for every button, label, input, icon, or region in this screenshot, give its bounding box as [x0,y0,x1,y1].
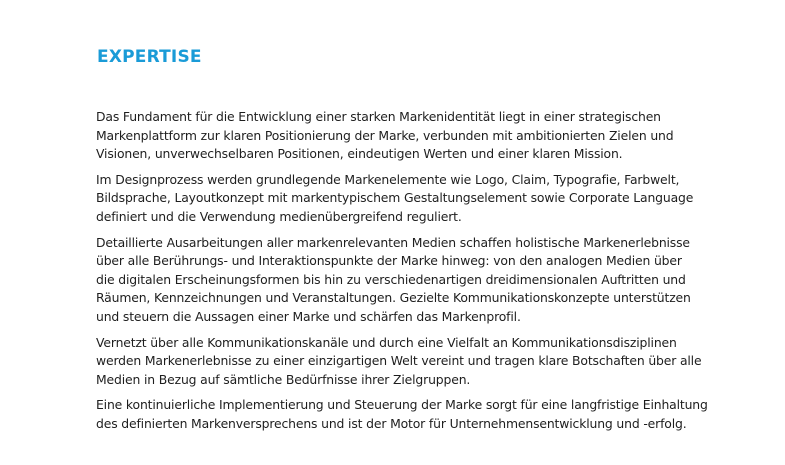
text-line: Bildsprache, Layoutkonzept mit markentypischem Gestaltungselement sowie Corporate Language [96,190,694,206]
text-line: Im Designprozess werden grundlegende Markenelemente wie Logo, Claim, Typografie, Farbwelt, [96,171,680,187]
text-line: werden Markenerlebnisse zu einer einzigartigen Welt vereint und tragen klare Botschaften über alle [96,353,702,369]
paragraph-foundation [96,108,736,164]
text-line: Das Fundament für die Entwicklung einer starken Markenidentität liegt in einer strategischen [96,109,661,124]
text-line: definiert und die Verwendung medienübergreifend reguliert. [96,208,462,224]
text-line: Detaillierte Ausarbeitungen aller markenrelevanten Medien schaffen holistische Markenerlebnisse [96,234,690,250]
text-line: Medien in Bezug auf sämtliche Bedürfnisse ihrer Zielgruppen. [96,371,471,387]
body-text [96,108,736,441]
paragraph-implementation [96,396,736,433]
text-line: des definierten Markenversprechens und ist der Motor für Unternehmensentwicklung und -erfolg. [96,415,687,431]
paragraph-design-process [96,171,736,227]
paragraph-communication [96,334,736,390]
text-line: über alle Berührungs- und Interaktionspunkte der Marke hinweg: von den analogen Medien über [96,253,682,269]
text-line: Markenplattform zur klaren Positionierung der Marke, verbunden mit ambitionierten Zielen und [96,127,674,143]
text-line: Visionen, unverwechselbaren Positionen, eindeutigen Werten und einer klaren Mission. [96,146,623,162]
paragraph-media [96,234,736,327]
text-line: Eine kontinuierliche Implementierung und Steuerung der Marke sorgt für eine langfristige Einhaltung [96,397,708,413]
text-line: die digitalen Erscheinungsformen bis hin zu verschiedenartigen dreidimensionalen Auftritten und [96,271,686,287]
page-title: EXPERTISE [97,47,202,67]
text-line: und steuern die Aussagen einer Marke und schärfen das Markenprofil. [96,308,521,324]
text-line: Vernetzt über alle Kommunikationskanäle und durch eine Vielfalt an Kommunikationsdisziplinen [96,334,677,350]
text-line: Räumen, Kennzeichnungen und Veranstaltungen. Gezielte Kommunikationskonzepte unterstützen [96,290,691,306]
